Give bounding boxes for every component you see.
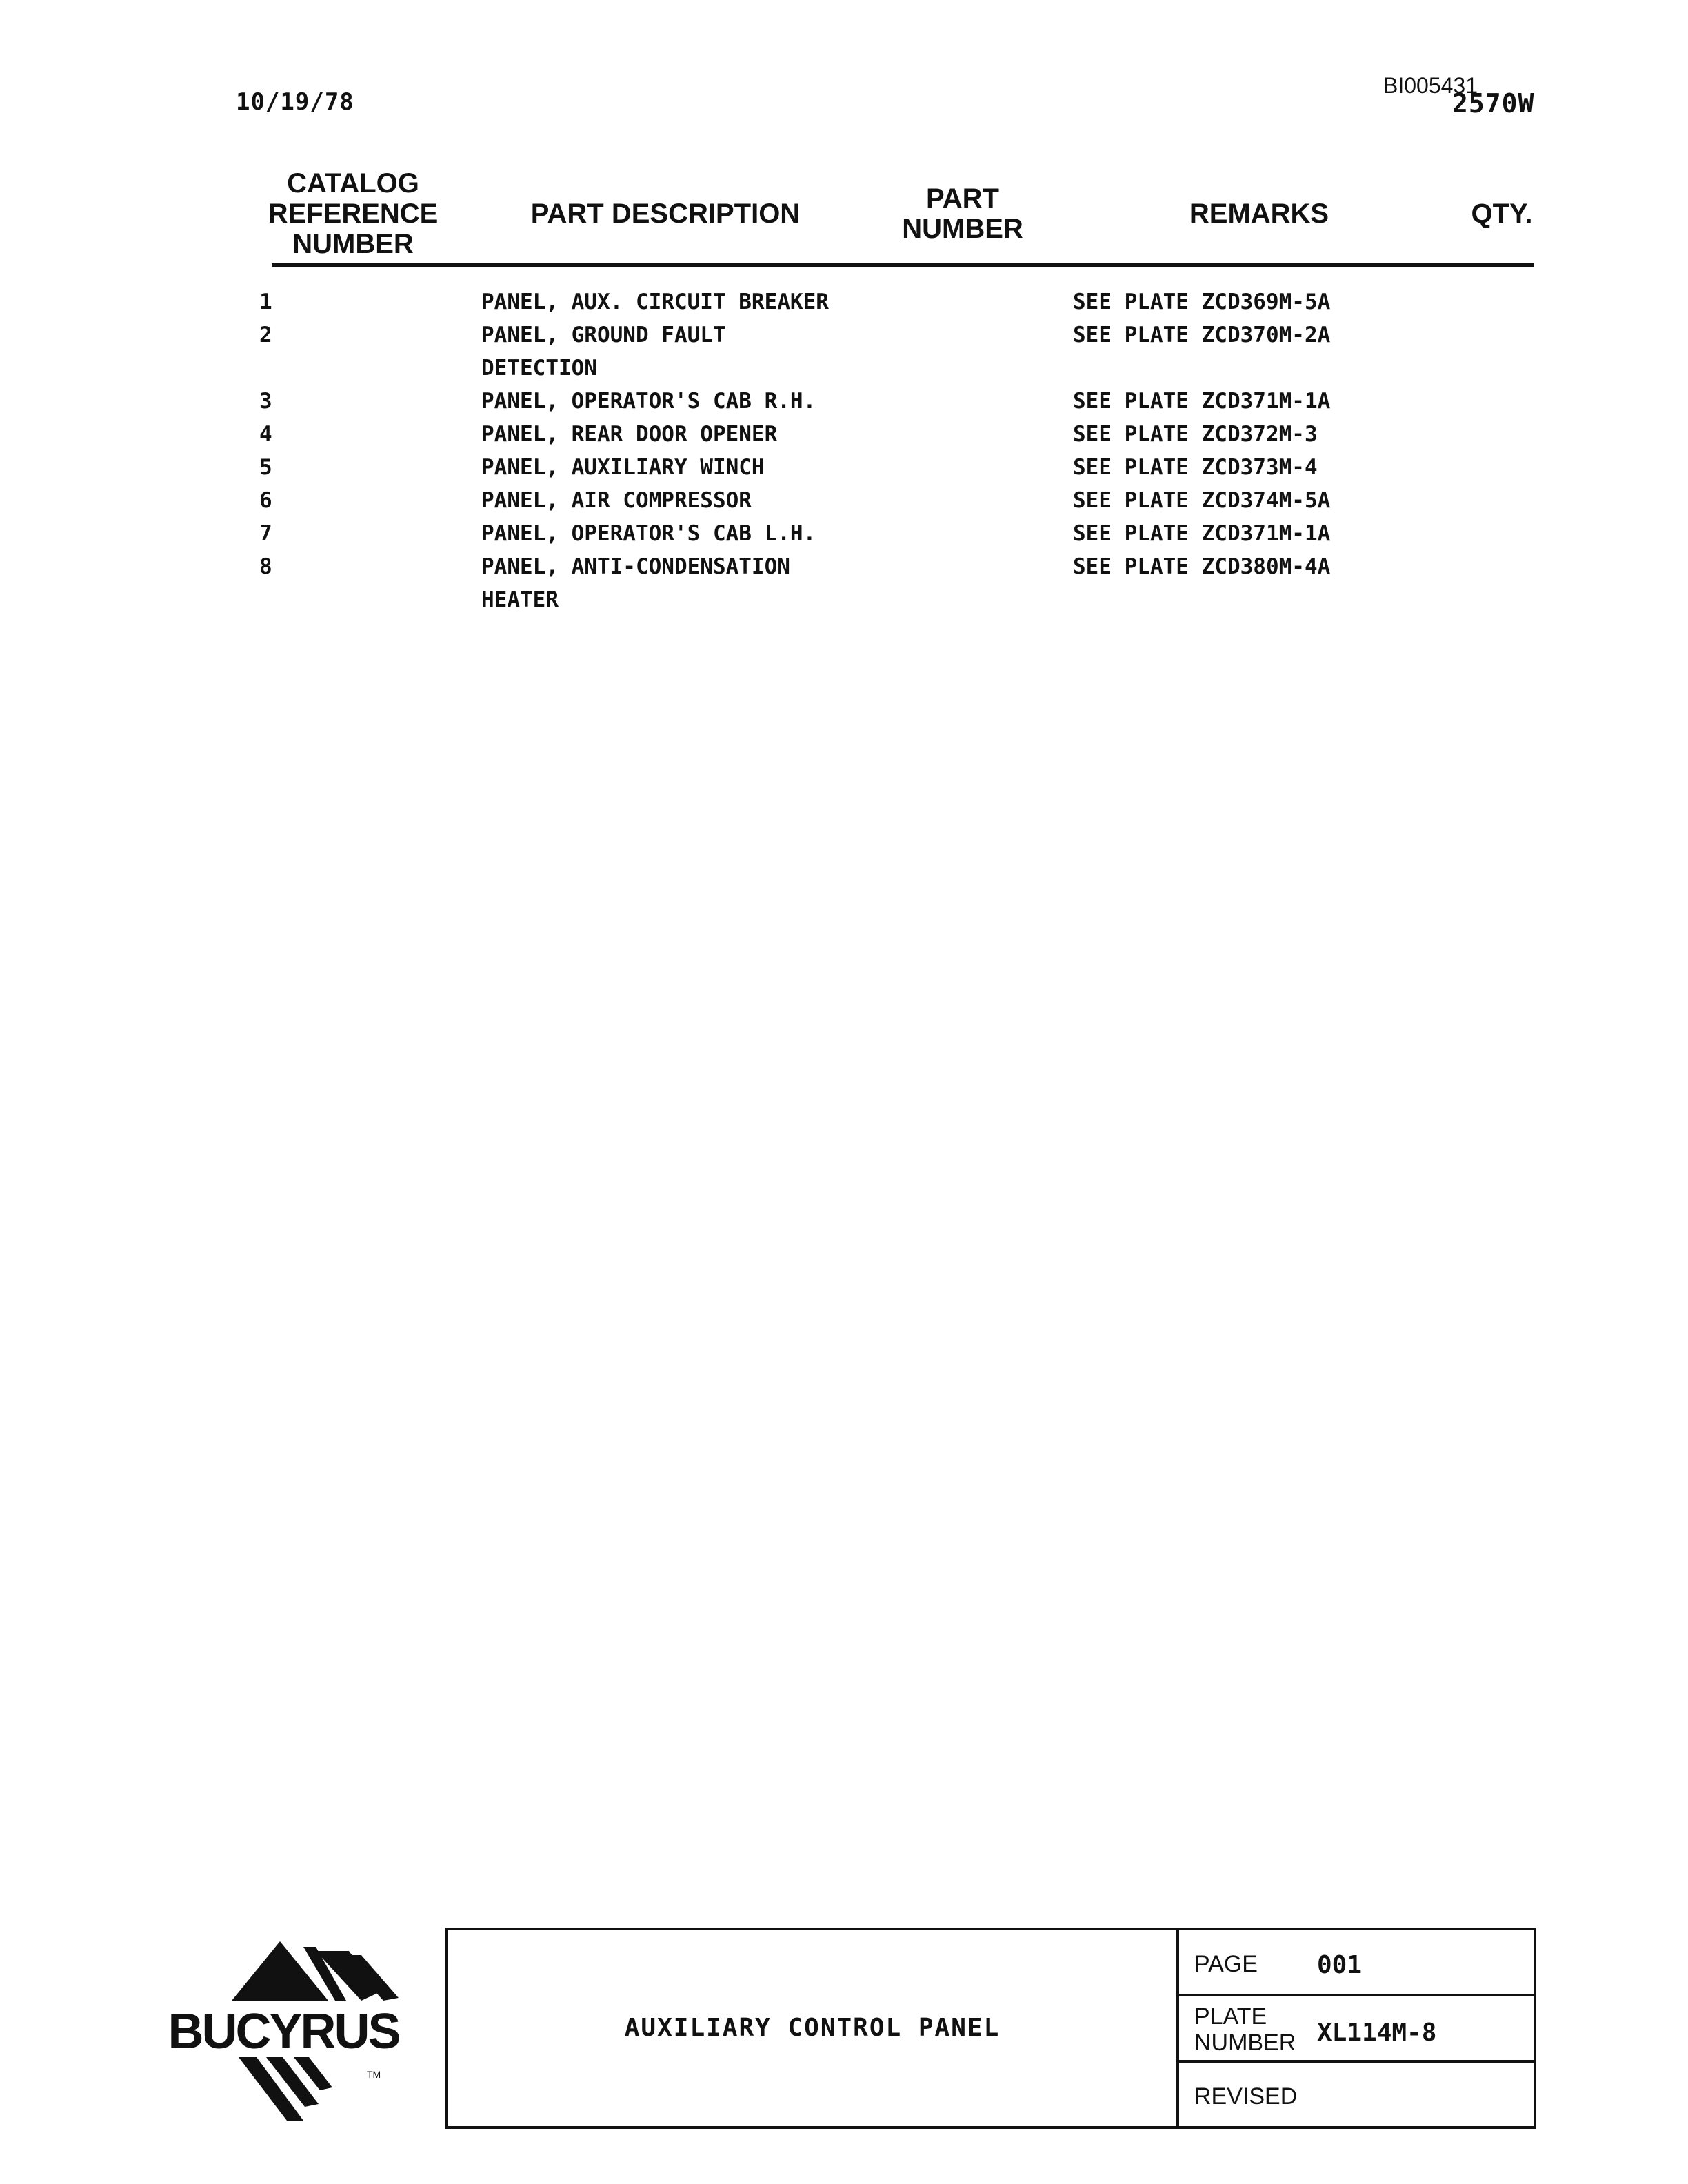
plate-label-line: NUMBER — [1194, 2030, 1296, 2056]
revised-label: REVISED — [1194, 2083, 1298, 2110]
qty-header: QTY. — [1471, 199, 1533, 229]
ref-number: 8 — [259, 554, 272, 579]
part-description: PANEL, AIR COMPRESSOR — [481, 488, 752, 513]
table-row — [0, 517, 1688, 550]
part-description: PANEL, OPERATOR'S CAB L.H. — [481, 521, 816, 546]
document-date: 10/19/78 — [236, 88, 354, 116]
table-row — [0, 352, 1688, 385]
part-description: HEATER — [481, 587, 559, 612]
ref-number: 6 — [259, 488, 272, 513]
ref-number: 3 — [259, 389, 272, 414]
part-remarks: SEE PLATE ZCD373M-4 — [1073, 455, 1318, 480]
part-description-header: PART DESCRIPTION — [530, 199, 801, 229]
title-block — [445, 1928, 1536, 2129]
part-description: PANEL, GROUND FAULT — [481, 323, 726, 347]
part-description: PANEL, OPERATOR'S CAB R.H. — [481, 389, 816, 414]
ref-number: 2 — [259, 323, 272, 347]
trademark-mark: TM — [367, 2069, 381, 2080]
table-row — [0, 583, 1688, 616]
part-remarks: SEE PLATE ZCD371M-1A — [1073, 389, 1331, 414]
ref-number: 1 — [259, 290, 272, 314]
table-row — [0, 285, 1688, 318]
logo-wordmark: BUCYRUS — [168, 2004, 399, 2059]
plate-title: AUXILIARY CONTROL PANEL — [624, 2014, 1001, 2042]
catalog-reference-header-line: REFERENCE — [268, 199, 439, 229]
part-description: PANEL, REAR DOOR OPENER — [481, 422, 778, 447]
plate-info — [1176, 1930, 1536, 2126]
page-cell — [1179, 1930, 1536, 1996]
part-remarks: SEE PLATE ZCD380M-4A — [1073, 554, 1331, 579]
part-remarks: SEE PLATE ZCD372M-3 — [1073, 422, 1318, 447]
plate-number-label — [1194, 2003, 1296, 2056]
document-id: BI005431 — [1383, 73, 1478, 98]
part-number-header-line: NUMBER — [902, 214, 1023, 244]
part-description: PANEL, ANTI-CONDENSATION — [481, 554, 790, 579]
catalog-reference-header-line: NUMBER — [292, 229, 414, 259]
part-remarks: SEE PLATE ZCD371M-1A — [1073, 521, 1331, 546]
model-code: 2570W — [1452, 88, 1535, 119]
part-remarks: SEE PLATE ZCD370M-2A — [1073, 323, 1331, 347]
plate-label-line: PLATE — [1194, 2003, 1267, 2030]
parts-list — [0, 285, 1688, 616]
catalog-reference-header — [263, 168, 443, 259]
plate-number-cell — [1179, 1996, 1536, 2063]
page-number: 001 — [1317, 1951, 1363, 1979]
remarks-header: REMARKS — [1189, 199, 1329, 229]
part-number-header — [887, 183, 1038, 244]
table-row — [0, 418, 1688, 451]
ref-number: 4 — [259, 422, 272, 447]
page-label: PAGE — [1194, 1951, 1258, 1977]
table-row — [0, 385, 1688, 418]
part-remarks: SEE PLATE ZCD369M-5A — [1073, 290, 1331, 314]
table-row — [0, 550, 1688, 583]
part-description: PANEL, AUX. CIRCUIT BREAKER — [481, 290, 829, 314]
part-description: PANEL, AUXILIARY WINCH — [481, 455, 765, 480]
revised-cell — [1179, 2063, 1536, 2126]
table-row — [0, 484, 1688, 517]
ref-number: 5 — [259, 455, 272, 480]
header-divider — [272, 263, 1534, 267]
part-remarks: SEE PLATE ZCD374M-5A — [1073, 488, 1331, 513]
catalog-reference-header-line: CATALOG — [287, 168, 419, 199]
part-number-header-line: PART — [926, 183, 999, 214]
plate-number: XL114M-8 — [1317, 2019, 1437, 2047]
ref-number: 7 — [259, 521, 272, 546]
table-row — [0, 318, 1688, 352]
part-description: DETECTION — [481, 356, 597, 381]
table-row — [0, 451, 1688, 484]
